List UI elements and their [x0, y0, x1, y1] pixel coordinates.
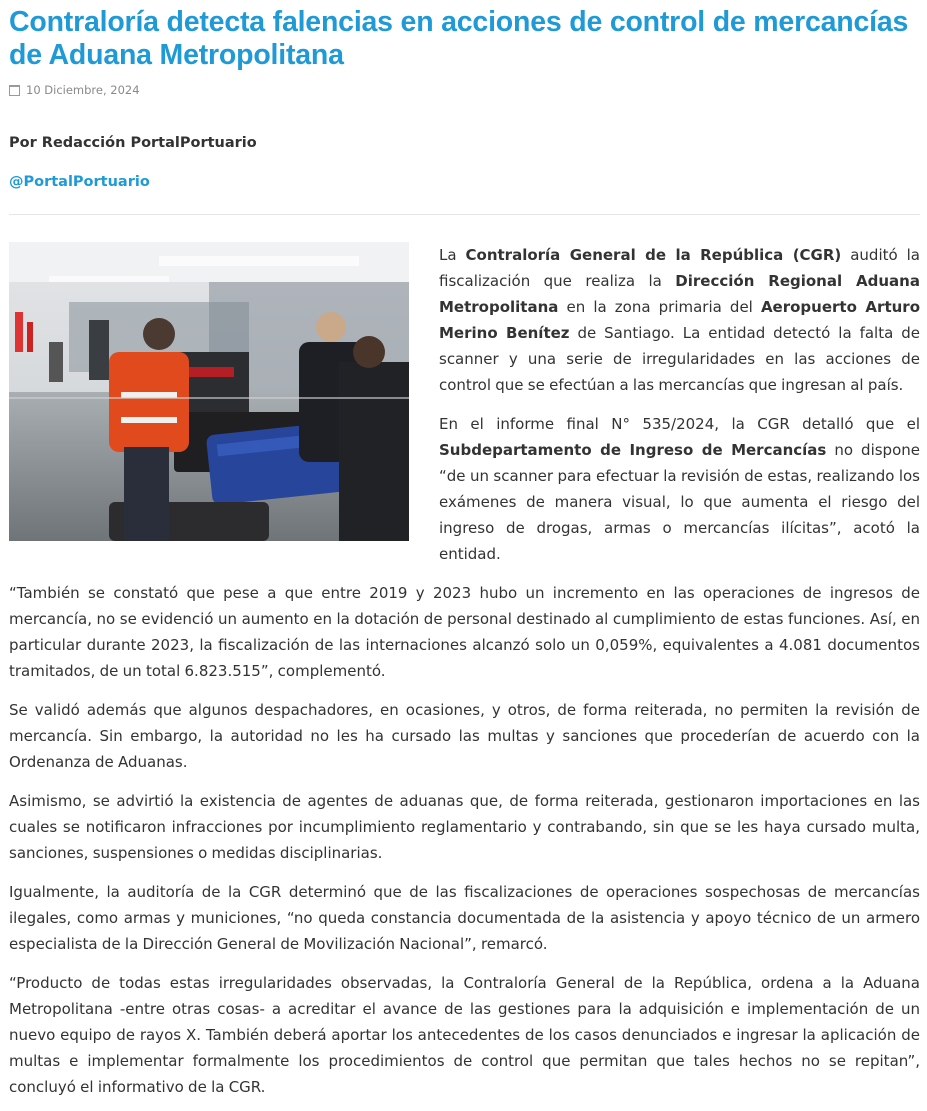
paragraph-6: Igualmente, la auditoría de la CGR determinó que de las fiscalizaciones de operaciones sospechosas de mercancías ilegales, como armas y municiones, “no queda constancia documentada de la asistencia y apoyo técnico de un armero especialista de la Dirección General de Movilización Nacional”, remarcó.: [9, 883, 920, 953]
p2-text-2: no dispone “de un scanner para efectuar la revisión de estas, realizando los exámenes de manera visual, lo que aumenta el riesgo del ingreso de drogas, armas o mercancías ilícitas”, acotó la entidad.: [439, 441, 920, 563]
p1-bold-3: Aeropuerto Arturo Merino Benítez: [439, 298, 920, 342]
p1-bold-2: Dirección Regional Aduana Metropolitana: [439, 272, 920, 316]
p1-text-3: en la zona primaria del: [558, 298, 761, 316]
article-meta: [9, 83, 920, 97]
p1-text-1: La: [439, 246, 466, 264]
p2-bold-1: Subdepartamento de Ingreso de Mercancías: [439, 441, 827, 459]
paragraph-7: “Producto de todas estas irregularidades observadas, la Contraloría General de la República, ordena a la Aduana Metropolitana -entre otras cosas- a acreditar el avance de las gestiones para la adquisición e implementación de un nuevo equipo de rayos X. También deberá aportar los antecedentes de los casos denunciados e ingresar la aplicación de multas e implementar formalmente los procedimientos de control que permitan que tales hechos no se repitan”, concluyó el informativo de la CGR.: [9, 974, 920, 1096]
p1-text-4: de Santiago. La entidad detectó la falta de scanner y una serie de irregularidades en las acciones de control que se efectúan a las mercancías que ingresan al país.: [439, 324, 920, 394]
article-date: 10 Diciembre, 2024: [26, 83, 140, 97]
calendar-icon: [9, 85, 20, 96]
article-container: [9, 6, 920, 1100]
article-body: [9, 242, 920, 1100]
article-title: Contraloría detecta falencias en acciones de control de mercancías de Aduana Metropolitana: [9, 6, 909, 71]
p1-bold-1: Contraloría General de la República (CGR): [465, 246, 842, 264]
article-photo: [9, 242, 409, 541]
divider: [9, 214, 920, 215]
article-byline: Por Redacción PortalPortuario: [9, 135, 257, 151]
twitter-handle-link[interactable]: @PortalPortuario: [9, 174, 150, 190]
paragraph-3: “También se constató que pese a que entre 2019 y 2023 hubo un incremento en las operaciones de ingresos de mercancía, no se evidenció un aumento en la dotación de personal destinado al cumplimiento de estas funciones. Así, en particular durante 2023, la fiscalización de las internaciones alcanzó solo un 0,059%, equivalentes a 4.081 documentos tramitados, de un total 6.823.515”, complementó.: [9, 584, 920, 680]
p2-text-1: En el informe final N° 535/2024, la CGR detalló que el: [439, 415, 920, 433]
paragraph-5: Asimismo, se advirtió la existencia de agentes de aduanas que, de forma reiterada, gestionaron importaciones en las cuales se notificaron infracciones por incumplimiento reglamentario y contrabando, sin que se les haya cursado multa, sanciones, suspensiones o medidas disciplinarias.: [9, 792, 920, 862]
p1-text-2: auditó la fiscalización que realiza la: [439, 246, 920, 290]
paragraph-4: Se validó además que algunos despachadores, en ocasiones, y otros, de forma reiterada, no permiten la revisión de mercancía. Sin embargo, la autoridad no les ha cursado las multas y sanciones que procederían de acuerdo con la Ordenanza de Aduanas.: [9, 701, 920, 771]
